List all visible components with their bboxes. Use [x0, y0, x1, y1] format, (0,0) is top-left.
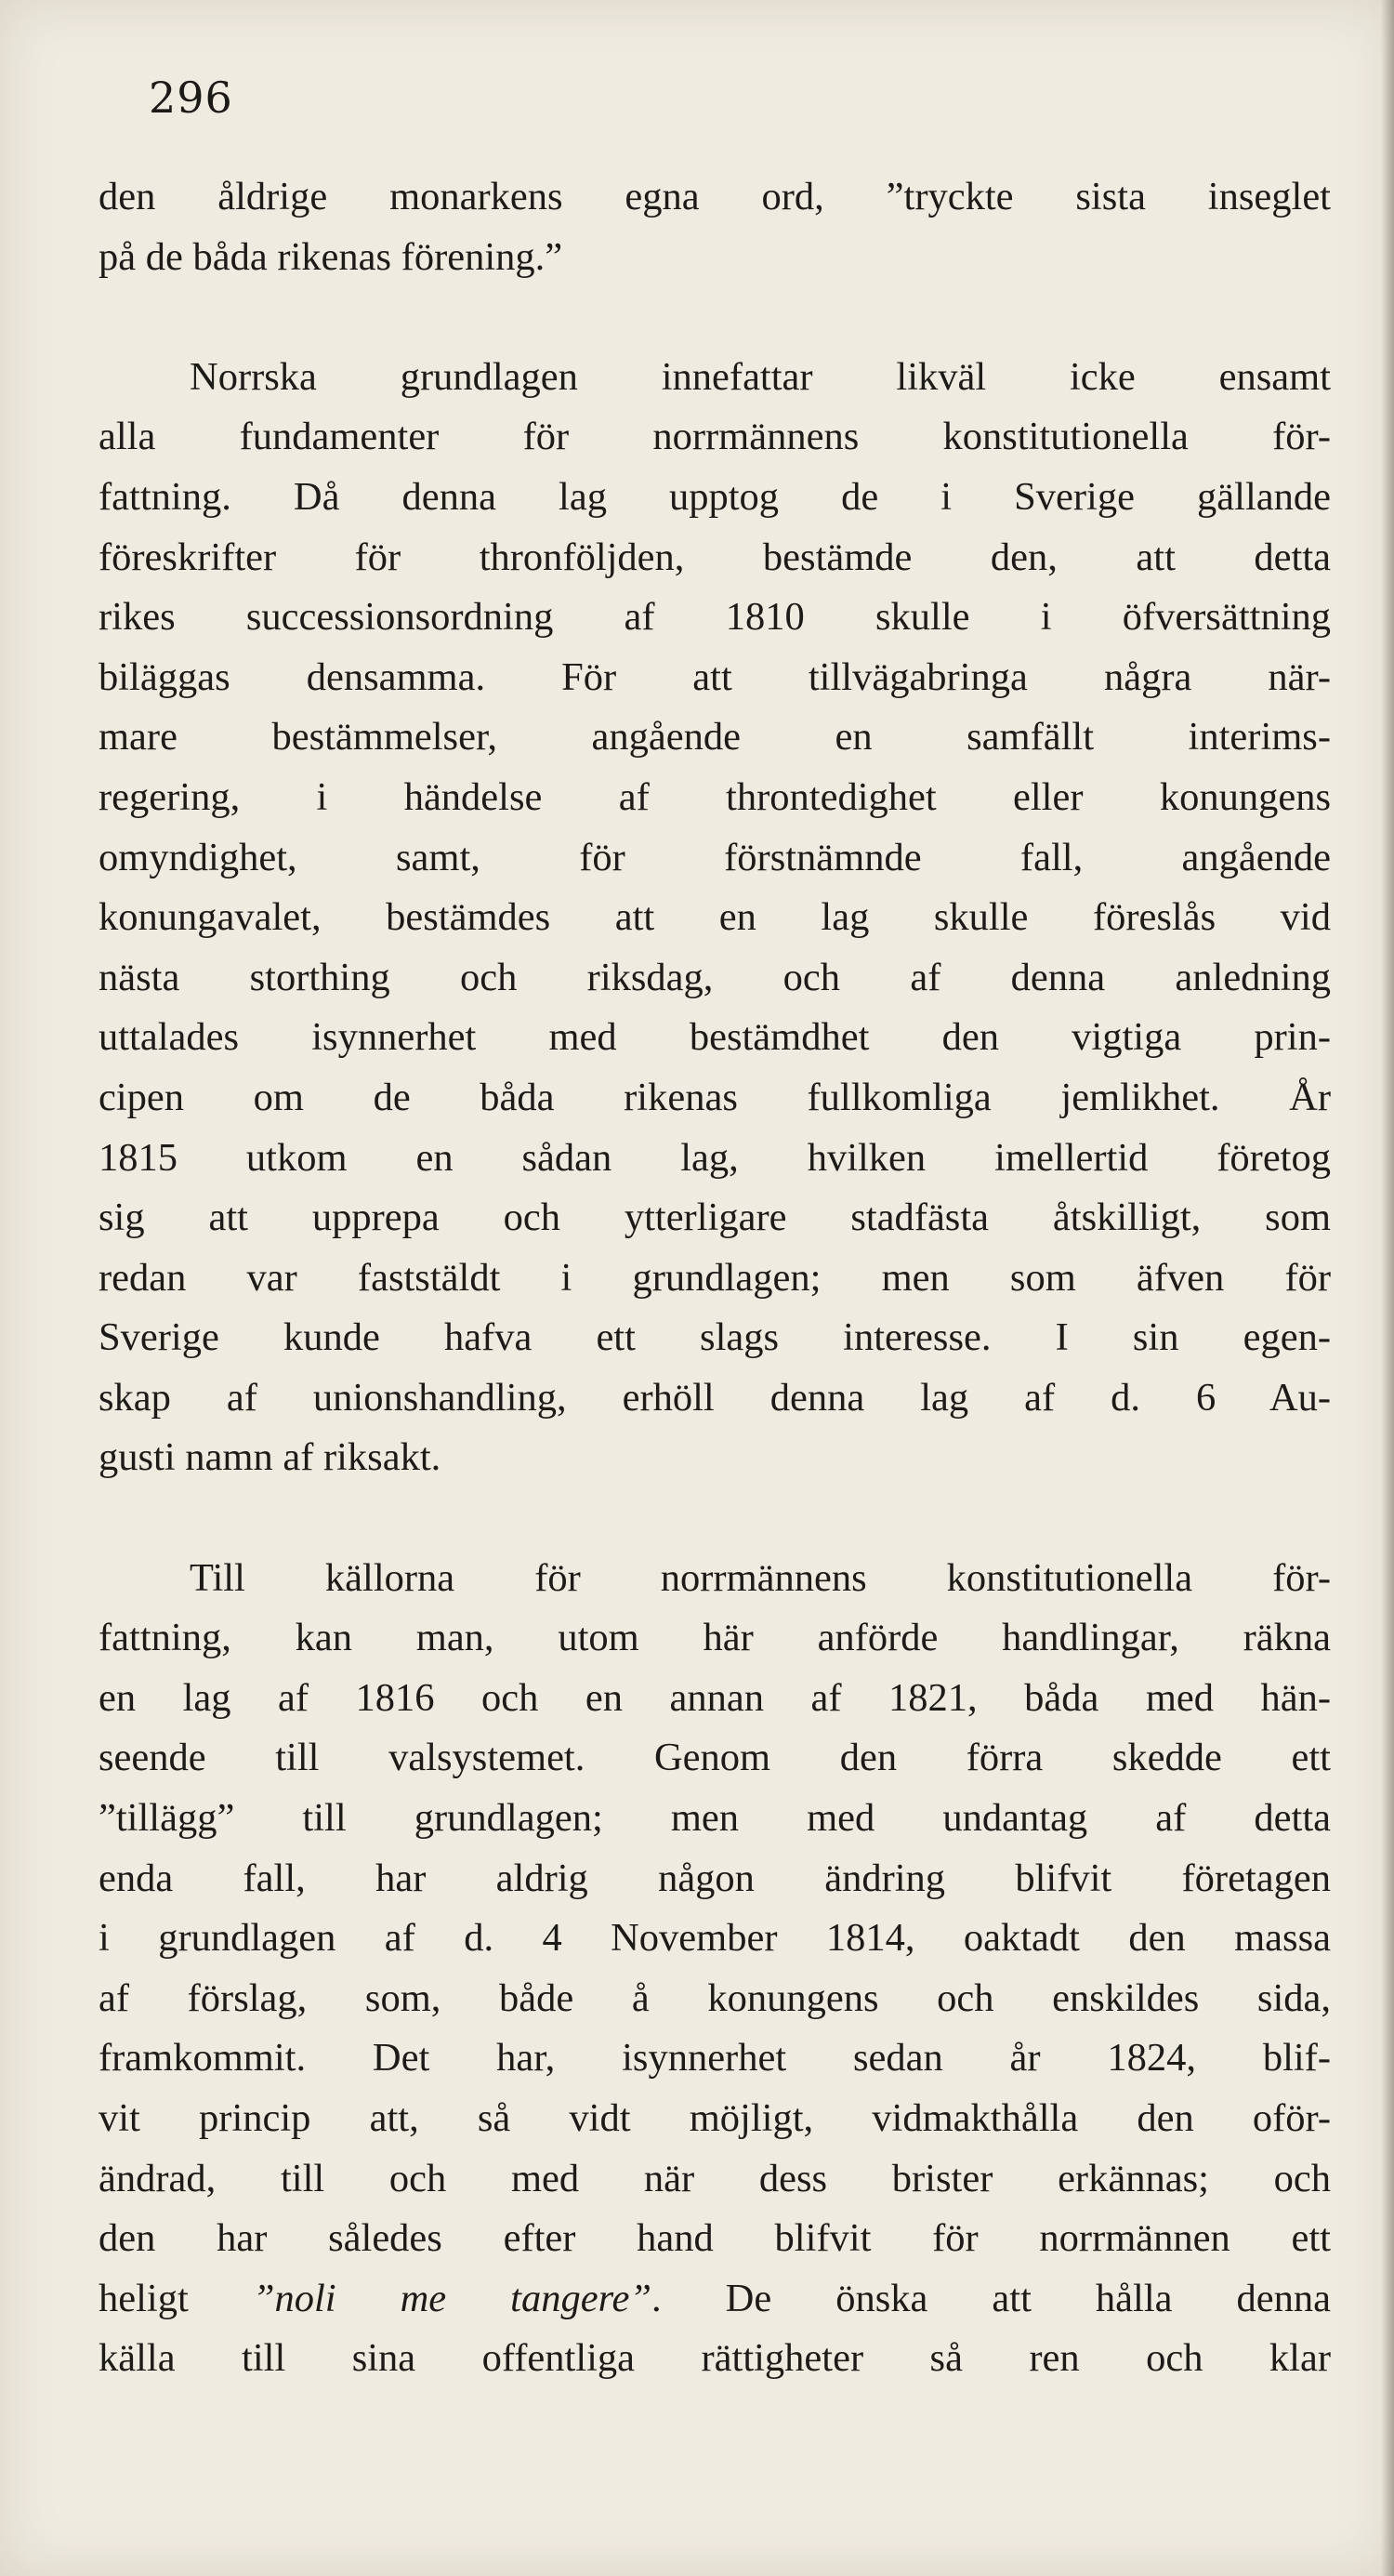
- text-line-with-italic: [99, 2269, 1331, 2330]
- text-line: en lag af 1816 och en annan af 1821, båda med hän-: [99, 1675, 1331, 1720]
- body-text: [99, 167, 1331, 2389]
- text-line: uttalades isynnerhet med bestämdhet den vigtiga prin-: [99, 1015, 1331, 1060]
- text-line: Sverige kunde hafva ett slags interesse. I sin egen-: [99, 1315, 1331, 1360]
- text-line: den åldrige monarkens egna ord, ”tryckte sista inseglet: [99, 175, 1331, 218]
- text-line: redan var faststäldt i grundlagen; men som äfven för: [99, 1255, 1331, 1300]
- text-line: föreskrifter för thronföljden, bestämde den, att detta: [99, 535, 1331, 579]
- text-line: skap af unionshandling, erhöll denna lag af d. 6 Au-: [99, 1375, 1331, 1420]
- text-line: gusti namn af riksakt.: [99, 1435, 441, 1480]
- text-line: cipen om de båda rikenas fullkomliga jemlikhet. År: [99, 1075, 1331, 1119]
- text-fragment: heligt: [99, 2276, 253, 2320]
- text-line: sig att upprepa och ytterligare stadfästa åtskilligt, som: [99, 1196, 1331, 1240]
- italic-phrase: ”noli me tangere”: [252, 2276, 652, 2320]
- page-edge-shadow: [1381, 0, 1394, 2576]
- text-line: den har således efter hand blifvit för norrmännen ett: [99, 2216, 1331, 2261]
- text-line: fattning. Då denna lag upptog de i Sverige gällande: [99, 474, 1331, 519]
- text-line: alla fundamenter för norrmännens konstitutionella för-: [99, 415, 1331, 459]
- text-line: af förslag, som, både å konungens och enskildes sida,: [99, 1975, 1331, 2020]
- text-line: regering, i händelse af throntedighet eller konungens: [99, 774, 1331, 819]
- text-line: enda fall, har aldrig någon ändring blifvit företagen: [99, 1856, 1331, 1900]
- text-line: ”tillägg” till grundlagen; men med undantag af detta: [99, 1796, 1331, 1841]
- paragraph-gap: [99, 1488, 1331, 1549]
- text-line: konungavalet, bestämdes att en lag skulle föreslås vid: [99, 895, 1331, 940]
- text-line: källa till sina offentliga rättigheter så ren och klar: [99, 2336, 1331, 2381]
- text-line: mare bestämmelser, angående en samfällt interims-: [99, 715, 1331, 760]
- paragraph-gap: [99, 287, 1331, 348]
- text-line: på de båda rikenas förening.”: [99, 234, 563, 279]
- text-line: fattning, kan man, utom här anförde handlingar, räkna: [99, 1616, 1331, 1660]
- text-line: seende till valsystemet. Genom den förra skedde ett: [99, 1736, 1331, 1780]
- paragraph-3: [99, 1549, 1331, 2389]
- paragraph-1: [99, 167, 1331, 287]
- text-line: Till källorna för norrmännens konstitutionella för-: [190, 1555, 1331, 1600]
- text-line: ändrad, till och med när dess brister erkännas; och: [99, 2156, 1331, 2200]
- text-fragment: . De önska att hålla denna: [651, 2276, 1331, 2320]
- text-line: omyndighet, samt, för förstnämnde fall, angående: [99, 835, 1331, 879]
- text-line: Norrska grundlagen innefattar likväl icke ensamt: [190, 354, 1331, 399]
- text-line: vit princip att, så vidt möjligt, vidmakthålla den oför-: [99, 2096, 1331, 2140]
- text-line: framkommit. Det har, isynnerhet sedan år 1824, blif-: [99, 2036, 1331, 2081]
- text-line: 1815 utkom en sådan lag, hvilken imellertid företog: [99, 1135, 1331, 1180]
- page-number: 296: [149, 73, 233, 123]
- paragraph-2: [99, 348, 1331, 1488]
- text-line: nästa storthing och riksdag, och af denna anledning: [99, 955, 1331, 999]
- text-line: i grundlagen af d. 4 November 1814, oaktadt den massa: [99, 1916, 1331, 1961]
- text-line: biläggas densamma. För att tillvägabringa några när-: [99, 654, 1331, 699]
- text-line: rikes successionsordning af 1810 skulle i öfversättning: [99, 595, 1331, 640]
